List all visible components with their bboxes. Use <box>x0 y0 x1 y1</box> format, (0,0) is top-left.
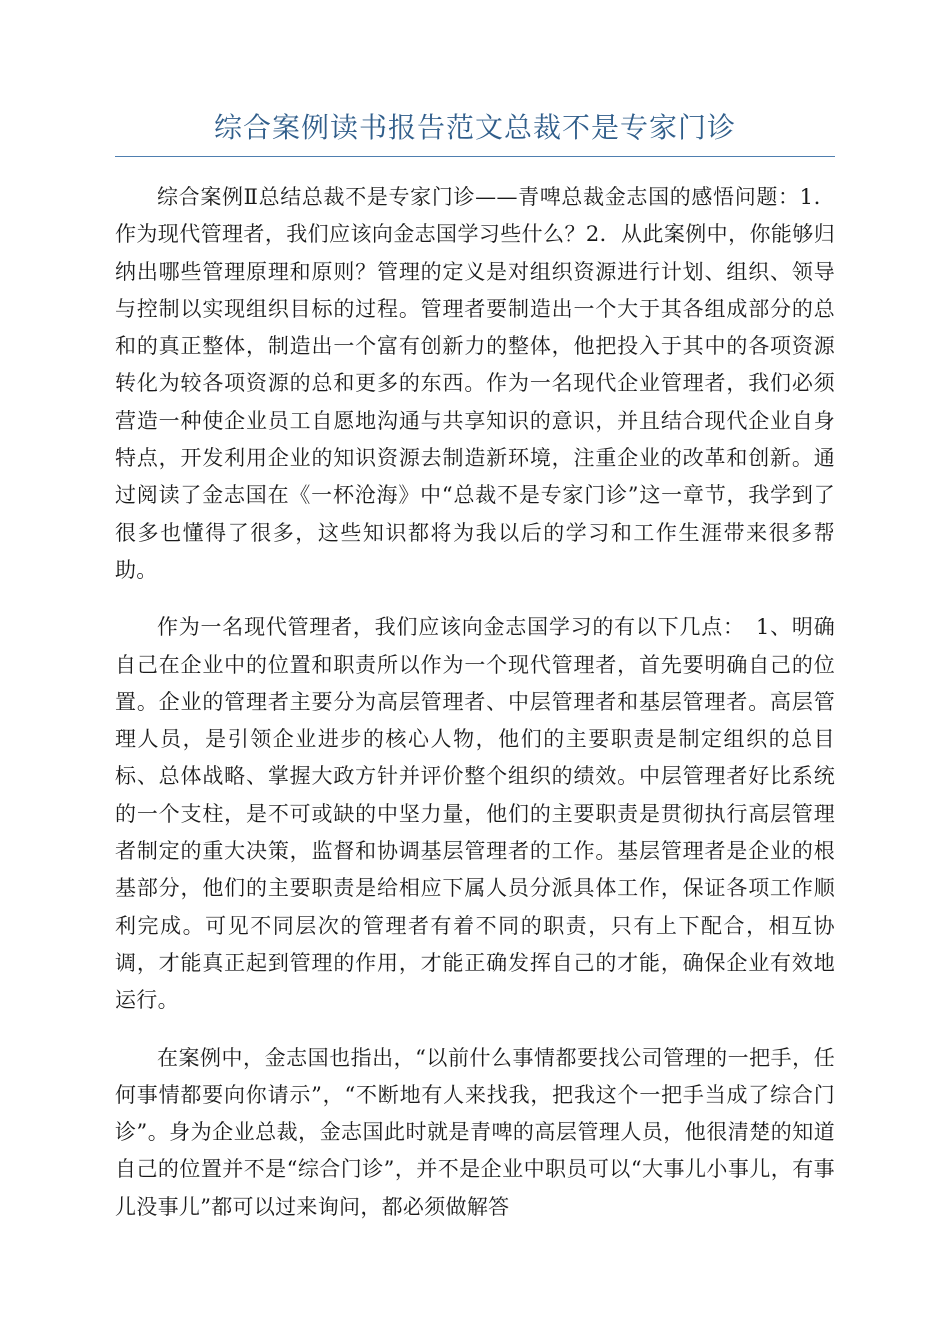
document-body <box>115 179 835 1226</box>
paragraph-1: 综合案例Ⅱ总结总裁不是专家门诊——青啤总裁金志国的感悟问题：1．作为现代管理者，我们应该向金志国学习些什么？2．从此案例中，你能够归纳出哪些管理原理和原则？管理的定义是对组织资源进行计划、组织、领导与控制以实现组织目标的过程。管理者要制造出一个大于其各组成部分的总和的真正整体，制造出一个富有创新力的整体，他把投入于其中的各项资源转化为较各项资源的总和更多的东西。作为一名现代企业管理者，我们必须营造一种使企业员工自愿地沟通与共享知识的意识，并且结合现代企业自身特点，开发利用企业的知识资源去制造新环境，注重企业的改革和创新。通过阅读了金志国在《一杯沧海》中“总裁不是专家门诊”这一章节，我学到了很多也懂得了很多，这些知识都将为我以后的学习和工作生涯带来很多帮助。 <box>115 185 835 582</box>
document-title: 综合案例读书报告范文总裁不是专家门诊 <box>115 100 835 157</box>
paragraph-3: 在案例中，金志国也指出，“以前什么事情都要找公司管理的一把手，任何事情都要向你请示”，“不断地有人来找我，把我这个一把手当成了综合门诊”。身为企业总裁，金志国此时就是青啤的高层管理人员，他很清楚的知道自己的位置并不是“综合门诊”，并不是企业中职员可以“大事儿小事儿，有事儿没事儿”都可以过来询问，都必须做解答 <box>115 1045 835 1219</box>
document-page <box>115 100 835 1246</box>
paragraph-2: 作为一名现代管理者，我们应该向金志国学习的有以下几点： 1、明确自己在企业中的位置和职责所以作为一个现代管理者，首先要明确自己的位置。企业的管理者主要分为高层管理者、中层管理者和基层管理者。高层管理人员，是引领企业进步的核心人物，他们的主要职责是制定组织的总目标、总体战略、掌握大政方针并评价整个组织的绩效。中层管理者好比系统的一个支柱，是不可或缺的中坚力量，他们的主要职责是贯彻执行高层管理者制定的重大决策，监督和协调基层管理者的工作。基层管理者是企业的根基部分，他们的主要职责是给相应下属人员分派具体工作，保证各项工作顺利完成。可见不同层次的管理者有着不同的职责，只有上下配合，相互协调，才能真正起到管理的作用，才能正确发挥自己的才能，确保企业有效地运行。 <box>115 615 835 1013</box>
